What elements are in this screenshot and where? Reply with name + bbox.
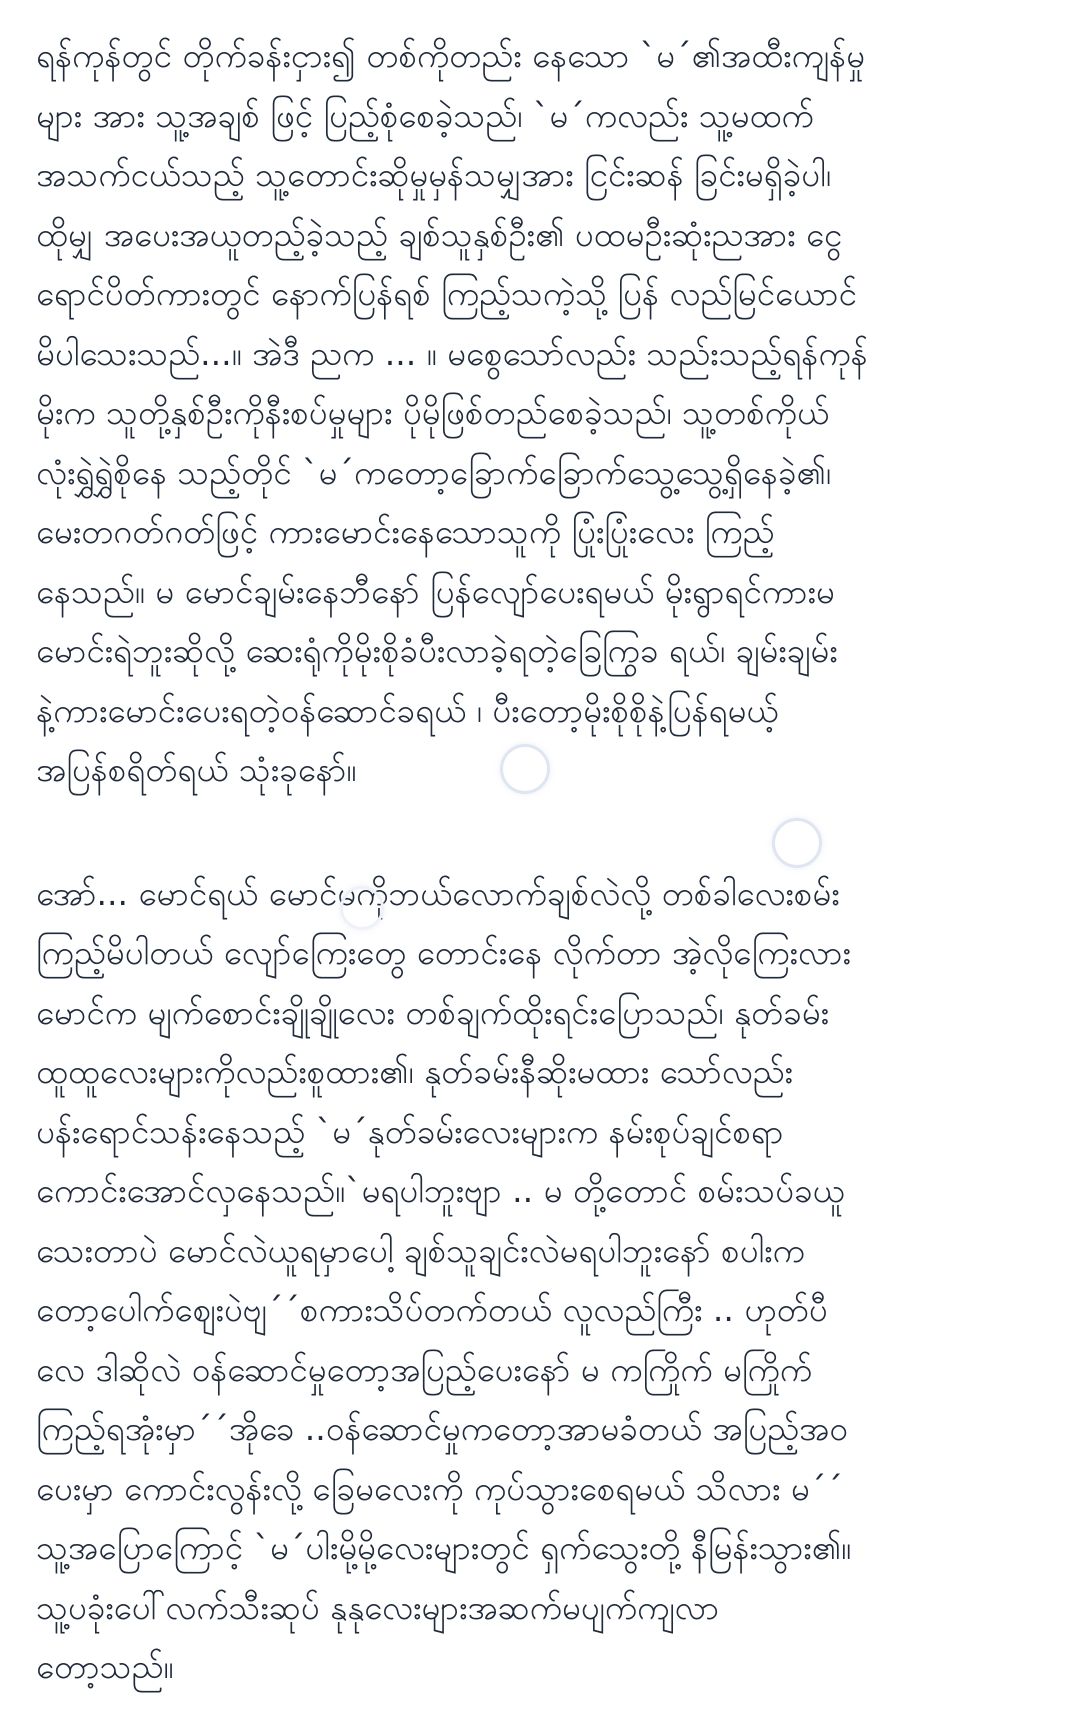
text-line: ထူထူလေးများကိုလည်းစူထား၏၊ နုတ်ခမ်းနီဆိုးမထား သော်လည်း [36, 1052, 793, 1091]
text-line: နဲ့ကားမောင်းပေးရတဲ့ဝန်ဆောင်ခရယ် ၊ ပီးတော့မိုးစိုစိုနဲ့ပြန်ရမယ့် [36, 690, 779, 730]
text-line: မိပါသေးသည်...။ အဲဒီ ညက ... ။ မစွေသော်လည်း သည်းသည့်ရန်ကုန် [36, 333, 868, 373]
paragraph-2 [36, 864, 1044, 1697]
text-line: သူ့ပခုံးပေါ်လက်သီးဆုပ် နုနုလေးများအဆက်မပျက်ကျလာ [36, 1587, 720, 1627]
text-line: တော့သည်။ [36, 1647, 174, 1686]
text-line: မိုးက သူတို့နှစ်ဦးကိုနီးစပ်မှုများ ပိုမိုဖြစ်တည်စေခဲ့သည်၊ သူ့တစ်ကိုယ် [36, 393, 829, 432]
text-line: ကောင်းအောင်လှနေသည်။`မရပါဘူးဗျာ .. မ တို့တောင် စမ်းသပ်ခယူ [36, 1171, 845, 1210]
text-line: လုံးရွှဲရွှဲစိုနေ သည့်တိုင် `မ´ကတော့ခြောက်ခြောက်သွေ့သွေ့ရှိနေခဲ့၏၊ [36, 452, 831, 492]
text-line: ပေးမှာ ကောင်းလွန်းလို့ ခြေမလေးကို ကုပ်သွားစေရမယ် သိလား မ´´ [36, 1468, 843, 1508]
text-line: ကြည့်မိပါတယ် လျော်ကြေးတွေ တောင်းနေ လိုက်တာ အဲ့လိုကြေးလား [36, 933, 851, 972]
text-line: အသက်ငယ်သည့် သူ့တောင်းဆိုမှုမှန်သမျှအား ငြင်းဆန် ခြင်းမရှိခဲ့ပါ၊ [36, 155, 831, 194]
text-line: မောင်က မျက်စောင်းချိုချိုလေး တစ်ချက်ထိုးရင်းပြောသည်၊ နုတ်ခမ်း [36, 992, 829, 1032]
text-line: တော့ပေါက်ဈေးပဲဗျ´´စကားသိပ်တက်တယ် လူလည်ကြီး .. ဟုတ်ပီ [36, 1290, 828, 1329]
touch-ripple-icon [340, 886, 384, 930]
text-line: များ အား သူ့အချစ် ဖြင့် ပြည့်စုံစေခဲ့သည်၊ `မ´ကလည်း သူ့မထက် [36, 95, 814, 135]
text-line: လေ ဒါဆိုလဲ ဝန်ဆောင်မှုတော့အပြည့်ပေးနော် မ ကကြိုက် မကြိုက် [36, 1349, 813, 1389]
text-line: ရောင်ပိတ်ကားတွင် နောက်ပြန်ရစ် ကြည့်သကဲ့သို့ ပြန် လည်မြင်ယောင် [36, 274, 857, 313]
text-line: ပန်းရောင်သန်းနေသည့် `မ´နုတ်ခမ်းလေးများက နမ်းစုပ်ချင်စရာ [36, 1111, 784, 1151]
touch-ripple-icon [772, 818, 822, 868]
text-line: ရန်ကုန်တွင် တိုက်ခန်းငှား၍ တစ်ကိုတည်း နေသော `မ´၏အထီးကျန်မှု [36, 36, 865, 75]
text-line: မောင်းရဲဘူးဆိုလို့ ဆေးရုံကိုမိုးစိုခံပီးလာခဲ့ရတဲ့ခြေကြွခ ရယ်၊ ချမ်းချမ်း [36, 631, 838, 670]
text-line: အပြန်စရိတ်ရယ် သုံးခုနော်။ [36, 750, 357, 789]
text-line: သူ့အပြောကြောင့် `မ´ပါးမို့မို့လေးများတွင် ရှက်သွေးတို့ နီမြန်းသွား၏။ [36, 1528, 852, 1567]
text-line: ထိုမျှ အပေးအယူတည့်ခဲ့သည့် ချစ်သူနှစ်ဦး၏ ပထမဦးဆုံးညအား ငွေ [36, 214, 843, 254]
text-line: ကြည့်ရအုံးမှာ´´အိုခေ ..ဝန်ဆောင်မှုကတော့အာမခံတယ် အပြည့်အဝ [36, 1409, 848, 1448]
text-line: မေးတဂတ်ဂတ်ဖြင့် ကားမောင်းနေသောသူကို ပြုံးပြုံးလေး ကြည့် [36, 512, 775, 551]
paragraph-spacer [36, 800, 1044, 864]
text-line: အော်... မောင်ရယ် မောင်မကိုဘယ်လောက်ချစ်လဲလို့ တစ်ခါလေးစမ်း [36, 873, 840, 913]
touch-ripple-icon [500, 744, 550, 794]
paragraph-1 [36, 26, 1044, 800]
text-line: နေသည်။ မ မောင်ချမ်းနေဘီနော် ပြန်လျော်ပေးရမယ် မိုးရွာရင်ကားမ [36, 571, 835, 611]
text-line: သေးတာပဲ မောင်လဲယူရမှာပေါ့ ချစ်သူချင်းလဲမရပါဘူးနော် စပါးက [36, 1230, 805, 1270]
